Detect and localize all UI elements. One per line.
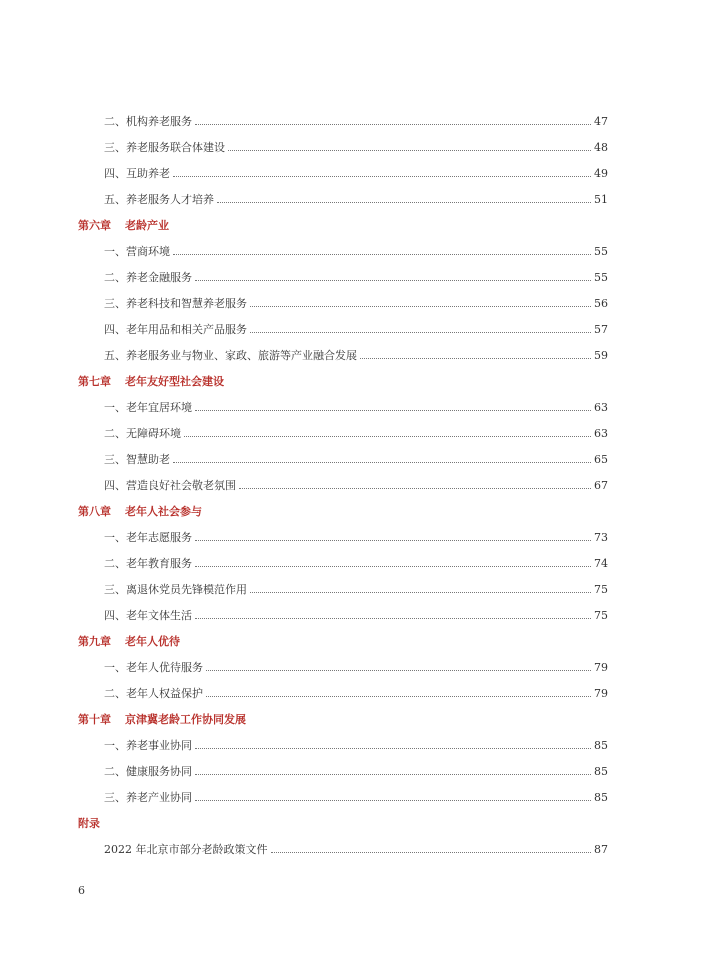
toc-entry-title: 三、养老科技和智慧养老服务: [104, 297, 247, 310]
dot-leader: [195, 280, 591, 281]
chapter-number: 第八章: [78, 505, 111, 518]
dot-leader: [195, 774, 591, 775]
toc-entry[interactable]: [78, 784, 608, 810]
toc-entry-page: 48: [594, 140, 608, 154]
toc-entry-page: 74: [594, 556, 608, 570]
dot-leader: [173, 462, 591, 463]
chapter-heading[interactable]: [78, 706, 608, 732]
toc-entry[interactable]: [78, 186, 608, 212]
toc-entry-page: 56: [594, 296, 608, 310]
appendix-label: 附录: [78, 817, 100, 830]
toc-entry-title: 二、健康服务协同: [104, 765, 192, 778]
toc-entry-page: 87: [594, 842, 608, 856]
toc-entry-title: 四、老年用品和相关产品服务: [104, 323, 247, 336]
dot-leader: [206, 696, 591, 697]
dot-leader: [173, 254, 591, 255]
dot-leader: [195, 618, 591, 619]
toc-entry[interactable]: [78, 108, 608, 134]
toc-entry-page: 79: [594, 660, 608, 674]
toc-entry-page: 49: [594, 166, 608, 180]
toc-entry-title: 二、机构养老服务: [104, 115, 192, 128]
toc-entry-title: 一、养老事业协同: [104, 739, 192, 752]
dot-leader: [271, 852, 592, 853]
dot-leader: [173, 176, 591, 177]
table-of-contents: [78, 108, 608, 862]
toc-entry-title: 一、老年人优待服务: [104, 661, 203, 674]
chapter-title: 京津冀老龄工作协同发展: [125, 713, 246, 726]
dot-leader: [250, 592, 591, 593]
toc-entry[interactable]: [78, 264, 608, 290]
dot-leader: [195, 124, 591, 125]
toc-entry-page: 79: [594, 686, 608, 700]
toc-entry-page: 63: [594, 400, 608, 414]
toc-entry[interactable]: [78, 654, 608, 680]
toc-entry-page: 85: [594, 790, 608, 804]
toc-entry-page: 63: [594, 426, 608, 440]
page-number: 6: [78, 884, 85, 897]
dot-leader: [195, 800, 591, 801]
dot-leader: [195, 540, 591, 541]
dot-leader: [360, 358, 591, 359]
toc-entry-title: 二、无障碍环境: [104, 427, 181, 440]
toc-entry[interactable]: [78, 238, 608, 264]
dot-leader: [250, 306, 591, 307]
toc-entry-title: 四、互助养老: [104, 167, 170, 180]
dot-leader: [206, 670, 591, 671]
toc-entry[interactable]: [78, 420, 608, 446]
dot-leader: [195, 410, 591, 411]
chapter-heading[interactable]: [78, 628, 608, 654]
toc-entry-title: 五、养老服务人才培养: [104, 193, 214, 206]
toc-entry-title: 五、养老服务业与物业、家政、旅游等产业融合发展: [104, 349, 357, 362]
toc-entry-title: 一、营商环境: [104, 245, 170, 258]
chapter-title: 老年人社会参与: [125, 505, 202, 518]
toc-entry-page: 85: [594, 764, 608, 778]
chapter-heading[interactable]: [78, 368, 608, 394]
chapter-title: 老年友好型社会建设: [125, 375, 224, 388]
dot-leader: [195, 748, 591, 749]
toc-entry[interactable]: [78, 680, 608, 706]
toc-entry-title: 一、老年志愿服务: [104, 531, 192, 544]
chapter-number: 第六章: [78, 219, 111, 232]
toc-entry-title: 二、养老金融服务: [104, 271, 192, 284]
toc-entry-title: 一、老年宜居环境: [104, 401, 192, 414]
toc-entry-title: 三、离退休党员先锋模范作用: [104, 583, 247, 596]
toc-entry[interactable]: [78, 602, 608, 628]
toc-entry[interactable]: [78, 446, 608, 472]
toc-entry[interactable]: [78, 134, 608, 160]
chapter-title: 老龄产业: [125, 219, 169, 232]
toc-entry-page: 75: [594, 582, 608, 596]
toc-entry-page: 59: [594, 348, 608, 362]
dot-leader: [250, 332, 591, 333]
toc-entry-page: 73: [594, 530, 608, 544]
toc-entry[interactable]: [78, 524, 608, 550]
appendix-heading[interactable]: [78, 810, 608, 836]
chapter-heading[interactable]: [78, 212, 608, 238]
chapter-heading[interactable]: [78, 498, 608, 524]
toc-entry[interactable]: [78, 316, 608, 342]
toc-entry-page: 65: [594, 452, 608, 466]
chapter-number: 第七章: [78, 375, 111, 388]
dot-leader: [217, 202, 591, 203]
toc-entry[interactable]: [78, 342, 608, 368]
toc-entry-page: 55: [594, 244, 608, 258]
toc-entry[interactable]: [78, 836, 608, 862]
toc-entry-page: 51: [594, 192, 608, 206]
dot-leader: [184, 436, 591, 437]
chapter-number: 第十章: [78, 713, 111, 726]
toc-entry-page: 57: [594, 322, 608, 336]
toc-entry-page: 85: [594, 738, 608, 752]
toc-entry-title: 三、养老服务联合体建设: [104, 141, 225, 154]
toc-entry-page: 47: [594, 114, 608, 128]
toc-entry[interactable]: [78, 550, 608, 576]
chapter-number: 第九章: [78, 635, 111, 648]
toc-entry-title: 三、智慧助老: [104, 453, 170, 466]
toc-entry[interactable]: [78, 160, 608, 186]
dot-leader: [195, 566, 591, 567]
dot-leader: [228, 150, 591, 151]
toc-entry-title: 2022 年北京市部分老龄政策文件: [104, 843, 268, 856]
toc-entry-title: 二、老年教育服务: [104, 557, 192, 570]
toc-entry-title: 三、养老产业协同: [104, 791, 192, 804]
toc-entry-page: 55: [594, 270, 608, 284]
toc-entry-title: 四、营造良好社会敬老氛围: [104, 479, 236, 492]
toc-entry[interactable]: [78, 758, 608, 784]
toc-entry[interactable]: [78, 290, 608, 316]
toc-entry-title: 二、老年人权益保护: [104, 687, 203, 700]
dot-leader: [239, 488, 591, 489]
toc-entry[interactable]: [78, 394, 608, 420]
chapter-title: 老年人优待: [125, 635, 180, 648]
toc-entry[interactable]: [78, 732, 608, 758]
toc-entry-title: 四、老年文体生活: [104, 609, 192, 622]
toc-entry-page: 67: [594, 478, 608, 492]
toc-entry[interactable]: [78, 472, 608, 498]
toc-entry-page: 75: [594, 608, 608, 622]
toc-entry[interactable]: [78, 576, 608, 602]
